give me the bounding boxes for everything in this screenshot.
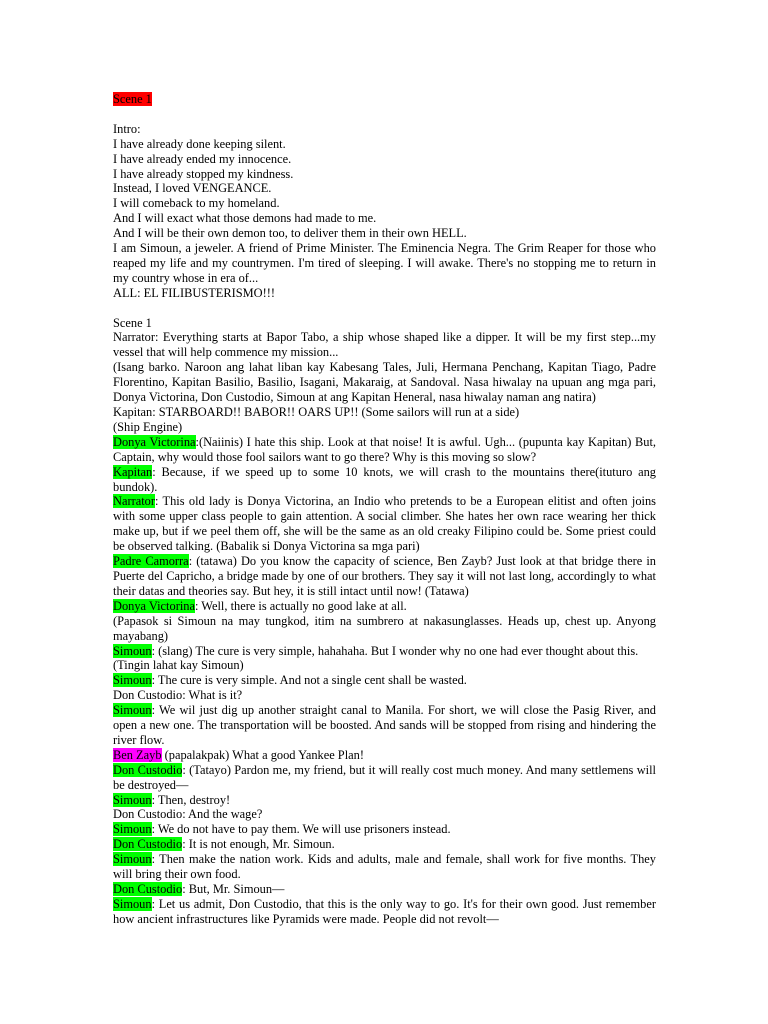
script-body xyxy=(113,330,656,926)
script-line xyxy=(113,405,656,420)
dialogue-text: : Because, if we speed up to some 10 knots, we will crash to the mountains there(ituturo ang bundok). xyxy=(113,464,656,494)
intro-line: I have already ended my innocence. xyxy=(113,151,292,166)
dialogue-text: : The cure is very simple. And not a single cent shall be wasted. xyxy=(151,673,467,688)
intro-label: Intro: xyxy=(113,121,141,136)
script-line xyxy=(113,420,656,435)
all-line: ALL: EL FILIBUSTERISMO!!! xyxy=(113,285,275,300)
dialogue-text: : Let us admit, Don Custodio, that this is the only way to go. It's for their own good. Just remember how ancient infrastructures like Pyramids were made. People did not revolt— xyxy=(113,896,656,926)
script-line xyxy=(113,673,656,688)
speaker-name-highlight: Kapitan xyxy=(113,464,153,479)
scene-label xyxy=(113,92,656,107)
speaker-name-highlight: Simoun xyxy=(113,852,152,867)
speaker-name-highlight: Simoun xyxy=(113,703,152,718)
dialogue-text: : (Tatayo) Pardon me, my friend, but it will really cost much money. And many settlemens will be destroyed— xyxy=(113,762,656,792)
dialogue-text: : (slang) The cure is very simple, hahahaha. But I wonder why no one had ever thought about this. xyxy=(151,643,639,658)
dialogue-text: : It is not enough, Mr. Simoun. xyxy=(182,837,335,852)
script-line xyxy=(113,614,656,644)
dialogue-text: (Ship Engine) xyxy=(113,419,183,434)
spacer xyxy=(113,301,656,316)
dialogue-text: : We do not have to pay them. We will use prisoners instead. xyxy=(151,822,451,837)
speaker-name-highlight: Simoun xyxy=(113,673,152,688)
script-line xyxy=(113,644,656,659)
script-line xyxy=(113,435,656,465)
dialogue-text: (Tingin lahat kay Simoun) xyxy=(113,658,244,673)
dialogue-text: : Then, destroy! xyxy=(151,792,231,807)
dialogue-text: Kapitan: STARBOARD!! BABOR!! OARS UP!! (Some sailors will run at a side) xyxy=(113,405,520,419)
script-line xyxy=(113,852,656,882)
spacer xyxy=(113,107,656,122)
script-line xyxy=(113,658,656,673)
dialogue-text: : This old lady is Donya Victorina, an Indio who pretends to be a European elitist and often joins with some upper class people to gain attention. A social climber. She hates her own race wearing her thick make up, but if we peel them off, she will be the same as an old creaky Filipino could be. Some priest could be observed talking. (Babalik si Donya Victorina sa mga pari) xyxy=(113,494,656,554)
intro-line: I have already done keeping silent. xyxy=(113,136,286,151)
speaker-name-highlight: Donya Victorina xyxy=(113,434,196,449)
script-line xyxy=(113,837,656,852)
intro-line: Instead, I loved VENGEANCE. xyxy=(113,181,272,196)
script-line xyxy=(113,793,656,808)
speaker-name-highlight: Narrator xyxy=(113,494,155,509)
dialogue-text: (papalakpak) What a good Yankee Plan! xyxy=(161,747,364,762)
speaker-name-highlight: Simoun xyxy=(113,896,152,911)
script-line xyxy=(113,822,656,837)
intro-line: And I will be their own demon too, to deliver them in their own HELL. xyxy=(113,226,467,241)
script-line xyxy=(113,554,656,599)
speaker-name-highlight: Ben Zayb xyxy=(113,747,162,762)
script-line xyxy=(113,897,656,927)
script-line xyxy=(113,360,656,405)
script-line xyxy=(113,882,656,897)
intro-line: I will comeback to my homeland. xyxy=(113,196,280,211)
dialogue-text: :(Naiinis) I hate this ship. Look at that noise! It is awful. Ugh... (pupunta kay Kapitan) But, Captain, why would those fool sailors want to go there? Why is this moving so slow? xyxy=(113,434,657,464)
intro-line: I have already stopped my kindness. xyxy=(113,166,294,181)
intro-line: And I will exact what those demons had made to me. xyxy=(113,211,377,226)
script-line xyxy=(113,807,656,822)
dialogue-text: : Well, there is actually no good lake at all. xyxy=(194,598,407,613)
script-line xyxy=(113,763,656,793)
speaker-name-highlight: Donya Victorina xyxy=(113,598,195,613)
script-line xyxy=(113,748,656,763)
speaker-name-highlight: Don Custodio xyxy=(113,762,183,777)
dialogue-text: : Then make the nation work. Kids and adults, male and female, shall work for five months. They will bring their own food. xyxy=(113,852,656,882)
script-line xyxy=(113,688,656,703)
dialogue-text: : (tatawa) Do you know the capacity of science, Ben Zayb? Just look at that bridge there in Puerte del Capricho, a bridge made by one of our brothers. They say it will not last long, accordingly to what their datas and theories say. But hey, it is still intact until now! (Tatawa) xyxy=(113,554,656,598)
dialogue-text: : We wil just dig up another straight canal to Manila. For short, we will close the Pasig River, and open a new one. The transportation will be boosted. And sands will be stopped from rising and hindering the river flow. xyxy=(113,703,656,747)
intro-poem xyxy=(113,137,656,241)
speaker-name-highlight: Don Custodio xyxy=(113,882,183,896)
dialogue-text: Don Custodio: And the wage? xyxy=(113,807,263,822)
dialogue-text: Don Custodio: What is it? xyxy=(113,688,243,703)
script-line xyxy=(113,330,656,360)
script-line xyxy=(113,494,656,554)
speaker-name-highlight: Don Custodio xyxy=(113,837,183,852)
dialogue-text: (Isang barko. Naroon ang lahat liban kay Kabesang Tales, Juli, Hermana Penchang, Kapitan Tiago, Padre Florentino, Kapitan Basilio, Basilio, Isagani, Makaraig, at Sandoval. Nasa hiwalay na upuan ang mga pari, Donya Victorina, Don Custodio, Simoun at ang Kapitan Heneral, nasa hiwalay naman ang natira) xyxy=(113,360,656,405)
script-line xyxy=(113,465,656,495)
scene-heading: Scene 1 xyxy=(113,315,152,330)
speaker-name-highlight: Padre Camorra xyxy=(113,554,189,569)
script-line xyxy=(113,599,656,614)
intro-monologue: I am Simoun, a jeweler. A friend of Prime Minister. The Eminencia Negra. The Grim Reaper for those who reaped my life and my countrymen. I'm tired of sleeping. I will awake. There's no stopping me to return in my country whose in era of... xyxy=(113,241,656,285)
scene-label-highlight: Scene 1 xyxy=(113,92,152,106)
speaker-name-highlight: Simoun xyxy=(113,643,152,658)
dialogue-text: : But, Mr. Simoun— xyxy=(182,882,285,896)
dialogue-text: Narrator: Everything starts at Bapor Tabo, a ship whose shaped like a dipper. It will be my first step...my vessel that will help commence my mission... xyxy=(113,330,656,360)
script-line xyxy=(113,703,656,748)
speaker-name-highlight: Simoun xyxy=(113,822,152,837)
dialogue-text: (Papasok si Simoun na may tungkod, itim na sumbrero at nakasunglasses. Heads up, chest up. Anyong mayabang) xyxy=(113,613,656,643)
speaker-name-highlight: Simoun xyxy=(113,792,152,807)
